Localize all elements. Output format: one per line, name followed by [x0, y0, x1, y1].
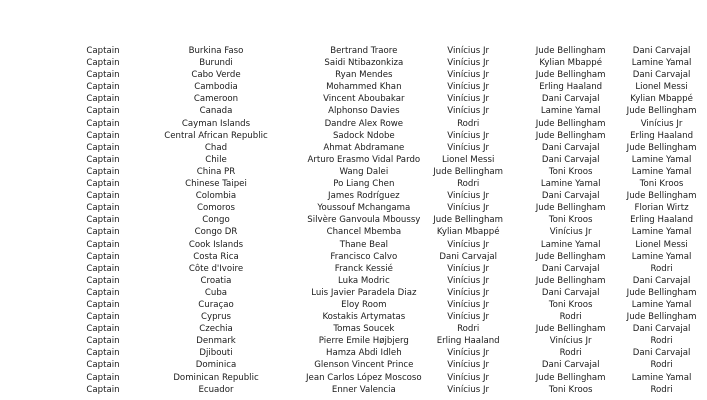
role-cell: Captain [86, 106, 120, 117]
role-cell: Captain [86, 348, 120, 359]
second-choice-cell: Dani Carvajal [541, 287, 600, 298]
second-choice-cell: Toni Kroos [548, 215, 593, 226]
country-cell: Cuba [204, 287, 228, 298]
captain-name-cell: Francisco Calvo [330, 251, 398, 262]
second-choice-cell: Toni Kroos [548, 299, 593, 310]
second-choice-cell: Jude Bellingham [535, 275, 606, 286]
country-cell: Cambodia [194, 82, 238, 93]
third-choice-cell: Lamine Yamal [631, 58, 692, 69]
table-row [80, 359, 696, 371]
third-choice-cell: Rodri [650, 384, 673, 395]
third-choice-cell: Dani Carvajal [632, 70, 691, 81]
captain-name-cell: Hamza Abdi Idleh [326, 348, 402, 359]
first-choice-cell: Vinícius Jr [447, 239, 490, 250]
table-row [80, 105, 696, 117]
captain-name-cell: Glenson Vincent Prince [314, 360, 414, 371]
second-choice-cell: Toni Kroos [548, 166, 593, 177]
table-row [80, 202, 696, 214]
country-cell: Costa Rica [193, 251, 239, 262]
country-cell: Comoros [197, 203, 235, 214]
second-choice-cell: Dani Carvajal [541, 360, 600, 371]
table-row [80, 335, 696, 347]
second-choice-cell: Jude Bellingham [535, 372, 606, 383]
role-cell: Captain [86, 154, 120, 165]
second-choice-cell: Erling Haaland [539, 82, 603, 93]
table-row [80, 311, 696, 323]
second-choice-cell: Lamine Yamal [540, 239, 601, 250]
captain-name-cell: Bertrand Traore [330, 46, 398, 56]
table-row [80, 57, 696, 69]
third-choice-cell: Jude Bellingham [626, 191, 697, 202]
captain-name-cell: James Rodríguez [328, 191, 400, 202]
role-cell: Captain [86, 191, 120, 202]
captain-name-cell: Youssouf Mchangama [317, 203, 411, 214]
first-choice-cell: Vinícius Jr [447, 287, 490, 298]
country-cell: Curaçao [198, 299, 234, 310]
country-cell: Djibouti [199, 348, 233, 359]
third-choice-cell: Rodri [650, 360, 673, 371]
first-choice-cell: Vinícius Jr [447, 191, 490, 202]
role-cell: Captain [86, 299, 120, 310]
table-row [80, 45, 696, 57]
third-choice-cell: Rodri [650, 263, 673, 274]
third-choice-cell: Dani Carvajal [632, 275, 691, 286]
third-choice-cell: Dani Carvajal [632, 324, 691, 335]
table-row [80, 287, 696, 299]
country-cell: Chad [204, 142, 228, 153]
table-row [80, 190, 696, 202]
country-cell: Cook Islands [188, 239, 244, 250]
votes-table-body [80, 45, 696, 396]
role-cell: Captain [86, 203, 120, 214]
first-choice-cell: Jude Bellingham [433, 166, 504, 177]
table-row [80, 347, 696, 359]
role-cell: Captain [86, 287, 120, 298]
country-cell: Cabo Verde [191, 70, 241, 81]
table-row [80, 69, 696, 81]
first-choice-cell: Vinícius Jr [447, 142, 490, 153]
role-cell: Captain [86, 384, 120, 395]
third-choice-cell: Dani Carvajal [632, 46, 691, 56]
second-choice-cell: Jude Bellingham [535, 118, 606, 129]
captain-name-cell: Jean Carlos López Moscoso [306, 372, 422, 383]
first-choice-cell: Vinícius Jr [447, 372, 490, 383]
role-cell: Captain [86, 46, 120, 56]
captain-name-cell: Thane Beal [339, 239, 388, 250]
first-choice-cell: Rodri [457, 179, 480, 190]
captain-name-cell: Wang Dalei [339, 166, 389, 177]
second-choice-cell: Jude Bellingham [535, 46, 606, 56]
captain-name-cell: Sadock Ndobe [332, 130, 395, 141]
second-choice-cell: Dani Carvajal [541, 154, 600, 165]
role-cell: Captain [86, 239, 120, 250]
country-cell: Central African Republic [164, 130, 268, 141]
second-choice-cell: Rodri [559, 348, 582, 359]
table-row [80, 226, 696, 238]
country-cell: Burkina Faso [188, 46, 244, 56]
captain-name-cell: Po Liang Chen [333, 179, 395, 190]
captain-name-cell: Eloy Room [341, 299, 387, 310]
first-choice-cell: Vinícius Jr [447, 82, 490, 93]
captain-name-cell: Luis Javier Paradela Diaz [311, 287, 417, 298]
table-row [80, 263, 696, 275]
second-choice-cell: Dani Carvajal [541, 94, 600, 105]
second-choice-cell: Toni Kroos [548, 384, 593, 395]
country-cell: Denmark [196, 336, 236, 347]
first-choice-cell: Vinícius Jr [447, 348, 490, 359]
third-choice-cell: Jude Bellingham [626, 312, 697, 323]
country-cell: China PR [196, 166, 236, 177]
third-choice-cell: Lamine Yamal [631, 299, 692, 310]
role-cell: Captain [86, 275, 120, 286]
table-row [80, 93, 696, 105]
country-cell: Ecuador [198, 384, 234, 395]
table-row [80, 142, 696, 154]
captain-name-cell: Vincent Aboubakar [323, 94, 405, 105]
first-choice-cell: Vinícius Jr [447, 106, 490, 117]
third-choice-cell: Rodri [650, 336, 673, 347]
second-choice-cell: Jude Bellingham [535, 130, 606, 141]
captain-name-cell: Mohammed Khan [326, 82, 402, 93]
country-cell: Czechia [199, 324, 233, 335]
role-cell: Captain [86, 130, 120, 141]
role-cell: Captain [86, 336, 120, 347]
table-row [80, 275, 696, 287]
captain-name-cell: Franck Kessié [334, 263, 393, 274]
captain-name-cell: Chancel Mbemba [326, 227, 402, 238]
role-cell: Captain [86, 324, 120, 335]
second-choice-cell: Vinícius Jr [549, 336, 592, 347]
second-choice-cell: Lamine Yamal [540, 106, 601, 117]
table-row [80, 118, 696, 130]
first-choice-cell: Vinícius Jr [447, 70, 490, 81]
country-cell: Dominican Republic [173, 372, 259, 383]
second-choice-cell: Dani Carvajal [541, 142, 600, 153]
role-cell: Captain [86, 215, 120, 226]
role-cell: Captain [86, 360, 120, 371]
table-row [80, 166, 696, 178]
table-row [80, 130, 696, 142]
third-choice-cell: Lamine Yamal [631, 372, 692, 383]
country-cell: Colombia [195, 191, 237, 202]
country-cell: Cameroon [193, 94, 239, 105]
third-choice-cell: Florian Wirtz [634, 203, 689, 214]
first-choice-cell: Lionel Messi [442, 154, 495, 165]
first-choice-cell: Vinícius Jr [447, 263, 490, 274]
captain-name-cell: Alphonso Davies [328, 106, 400, 117]
third-choice-cell: Jude Bellingham [626, 142, 697, 153]
first-choice-cell: Jude Bellingham [433, 215, 504, 226]
role-cell: Captain [86, 142, 120, 153]
first-choice-cell: Dani Carvajal [439, 251, 497, 262]
captain-name-cell: Ahmat Abdramane [323, 142, 405, 153]
table-row [80, 323, 696, 335]
first-choice-cell: Rodri [457, 118, 480, 129]
table-row [80, 239, 696, 251]
role-cell: Captain [86, 58, 120, 69]
third-choice-cell: Lamine Yamal [631, 154, 692, 165]
first-choice-cell: Vinícius Jr [447, 94, 490, 105]
second-choice-cell: Jude Bellingham [535, 70, 606, 81]
third-choice-cell: Erling Haaland [630, 130, 694, 141]
captain-name-cell: Tomas Soucek [333, 324, 395, 335]
country-cell: Croatia [200, 275, 232, 286]
second-choice-cell: Jude Bellingham [535, 251, 606, 262]
first-choice-cell: Vinícius Jr [447, 299, 490, 310]
third-choice-cell: Erling Haaland [630, 215, 694, 226]
first-choice-cell: Rodri [457, 324, 480, 335]
table-row [80, 299, 696, 311]
first-choice-cell: Vinícius Jr [447, 275, 490, 286]
role-cell: Captain [86, 166, 120, 177]
country-cell: Chinese Taipei [185, 179, 247, 190]
role-cell: Captain [86, 82, 120, 93]
table-row [80, 154, 696, 166]
country-cell: Chile [205, 154, 227, 165]
role-cell: Captain [86, 227, 120, 238]
country-cell: Canada [199, 106, 233, 117]
third-choice-cell: Lamine Yamal [631, 166, 692, 177]
country-cell: Burundi [199, 58, 233, 69]
second-choice-cell: Dani Carvajal [541, 191, 600, 202]
captain-name-cell: Enner Valencia [331, 384, 396, 395]
third-choice-cell: Lionel Messi [635, 239, 688, 250]
first-choice-cell: Vinícius Jr [447, 58, 490, 69]
table-row [80, 384, 696, 396]
table-row [80, 178, 696, 190]
third-choice-cell: Lionel Messi [635, 82, 688, 93]
first-choice-cell: Vinícius Jr [447, 384, 490, 395]
role-cell: Captain [86, 118, 120, 129]
table-row [80, 372, 696, 384]
second-choice-cell: Kylian Mbappé [539, 58, 602, 69]
third-choice-cell: Toni Kroos [639, 179, 684, 190]
captain-name-cell: Pierre Emile Højbjerg [318, 336, 409, 347]
third-choice-cell: Vinícius Jr [640, 118, 683, 129]
second-choice-cell: Lamine Yamal [540, 179, 601, 190]
country-cell: Cayman Islands [181, 118, 251, 129]
captain-name-cell: Ryan Mendes [335, 70, 393, 81]
role-cell: Captain [86, 70, 120, 81]
votes-table [80, 45, 696, 396]
country-cell: Congo [202, 215, 230, 226]
first-choice-cell: Vinícius Jr [447, 130, 490, 141]
captain-name-cell: Luka Modric [337, 275, 390, 286]
third-choice-cell: Lamine Yamal [631, 227, 692, 238]
third-choice-cell: Jude Bellingham [626, 287, 697, 298]
role-cell: Captain [86, 94, 120, 105]
role-cell: Captain [86, 263, 120, 274]
third-choice-cell: Kylian Mbappé [630, 94, 693, 105]
role-cell: Captain [86, 179, 120, 190]
country-cell: Dominica [195, 360, 237, 371]
third-choice-cell: Jude Bellingham [626, 106, 697, 117]
first-choice-cell: Vinícius Jr [447, 203, 490, 214]
table-row [80, 214, 696, 226]
second-choice-cell: Vinícius Jr [549, 227, 592, 238]
second-choice-cell: Dani Carvajal [541, 263, 600, 274]
second-choice-cell: Jude Bellingham [535, 324, 606, 335]
country-cell: Congo DR [194, 227, 238, 238]
first-choice-cell: Kylian Mbappé [436, 227, 500, 238]
first-choice-cell: Vinícius Jr [447, 312, 490, 323]
captain-name-cell: Arturo Erasmo Vidal Pardo [307, 154, 421, 165]
first-choice-cell: Erling Haaland [436, 336, 500, 347]
captain-name-cell: Kostakis Artymatas [322, 312, 406, 323]
first-choice-cell: Vinícius Jr [447, 360, 490, 371]
role-cell: Captain [86, 251, 120, 262]
first-choice-cell: Vinícius Jr [447, 46, 490, 56]
second-choice-cell: Rodri [559, 312, 582, 323]
country-cell: Côte d'Ivoire [188, 263, 244, 274]
second-choice-cell: Jude Bellingham [535, 203, 606, 214]
captain-name-cell: Dandre Alex Rowe [324, 118, 404, 129]
third-choice-cell: Dani Carvajal [632, 348, 691, 359]
third-choice-cell: Lamine Yamal [631, 251, 692, 262]
table-row [80, 251, 696, 263]
role-cell: Captain [86, 312, 120, 323]
table-row [80, 81, 696, 93]
role-cell: Captain [86, 372, 120, 383]
country-cell: Cyprus [201, 312, 231, 323]
captain-name-cell: Silvère Ganvoula Mboussy [307, 215, 421, 226]
captain-name-cell: Saidi Ntibazonkiza [324, 58, 404, 69]
